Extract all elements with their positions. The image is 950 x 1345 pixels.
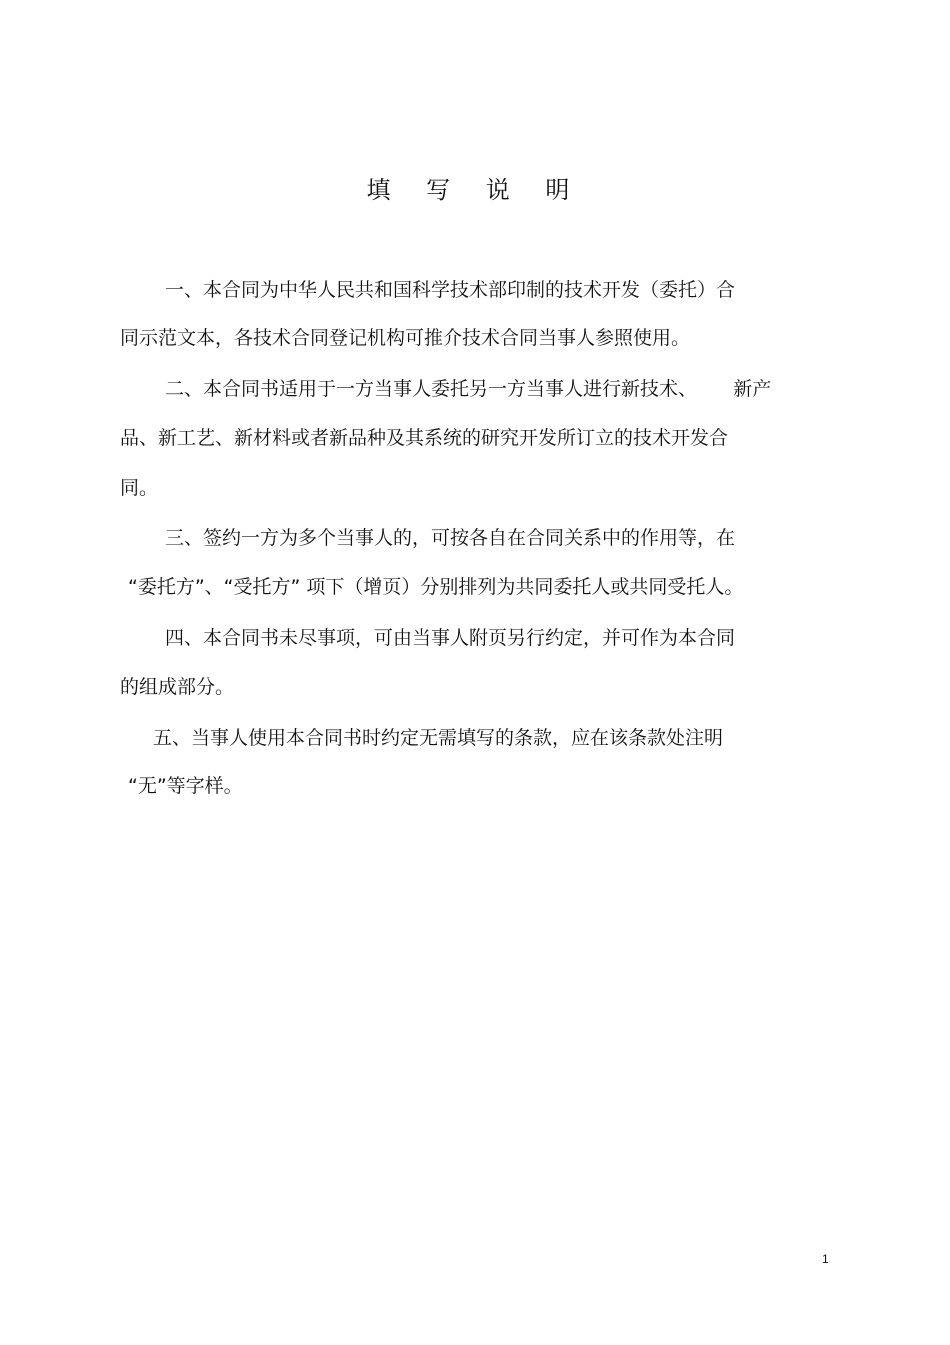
page-title: 填 写 说 明: [366, 176, 584, 204]
paragraph-4-line-2: 的组成部分。: [120, 676, 235, 698]
paragraph-2-line-2: 品、新工艺、新材料或者新品种及其系统的研究开发所订立的技术开发合: [120, 427, 729, 449]
paragraph-2-line-1: 二、本合同书适用于一方当事人委托另一方当事人进行新技术、 新产: [165, 378, 772, 400]
paragraph-1-line-2: 同示范文本，各技术合同登记机构可推介技术合同当事人参照使用。: [120, 327, 691, 349]
paragraph-5-line-2: “无”等字样。: [128, 775, 243, 797]
paragraph-4-line-1: 四、本合同书未尽事项，可由当事人附页另行约定，并可作为本合同: [165, 627, 736, 649]
paragraph-1-line-1: 一、本合同为中华人民共和国科学技术部印制的技术开发（委托）合: [165, 279, 736, 301]
paragraph-5-line-1: 五、当事人使用本合同书时约定无需填写的条款，应在该条款处注明: [153, 727, 724, 749]
page-number: 1: [822, 1252, 829, 1266]
paragraph-3-line-2: “委托方”、“受托方” 项下（增页）分别排列为共同委托人或共同受托人。: [128, 576, 744, 598]
paragraph-2-line-3: 同。: [120, 477, 159, 499]
paragraph-3-line-1: 三、签约一方为多个当事人的，可按各自在合同关系中的作用等，在: [165, 527, 736, 549]
